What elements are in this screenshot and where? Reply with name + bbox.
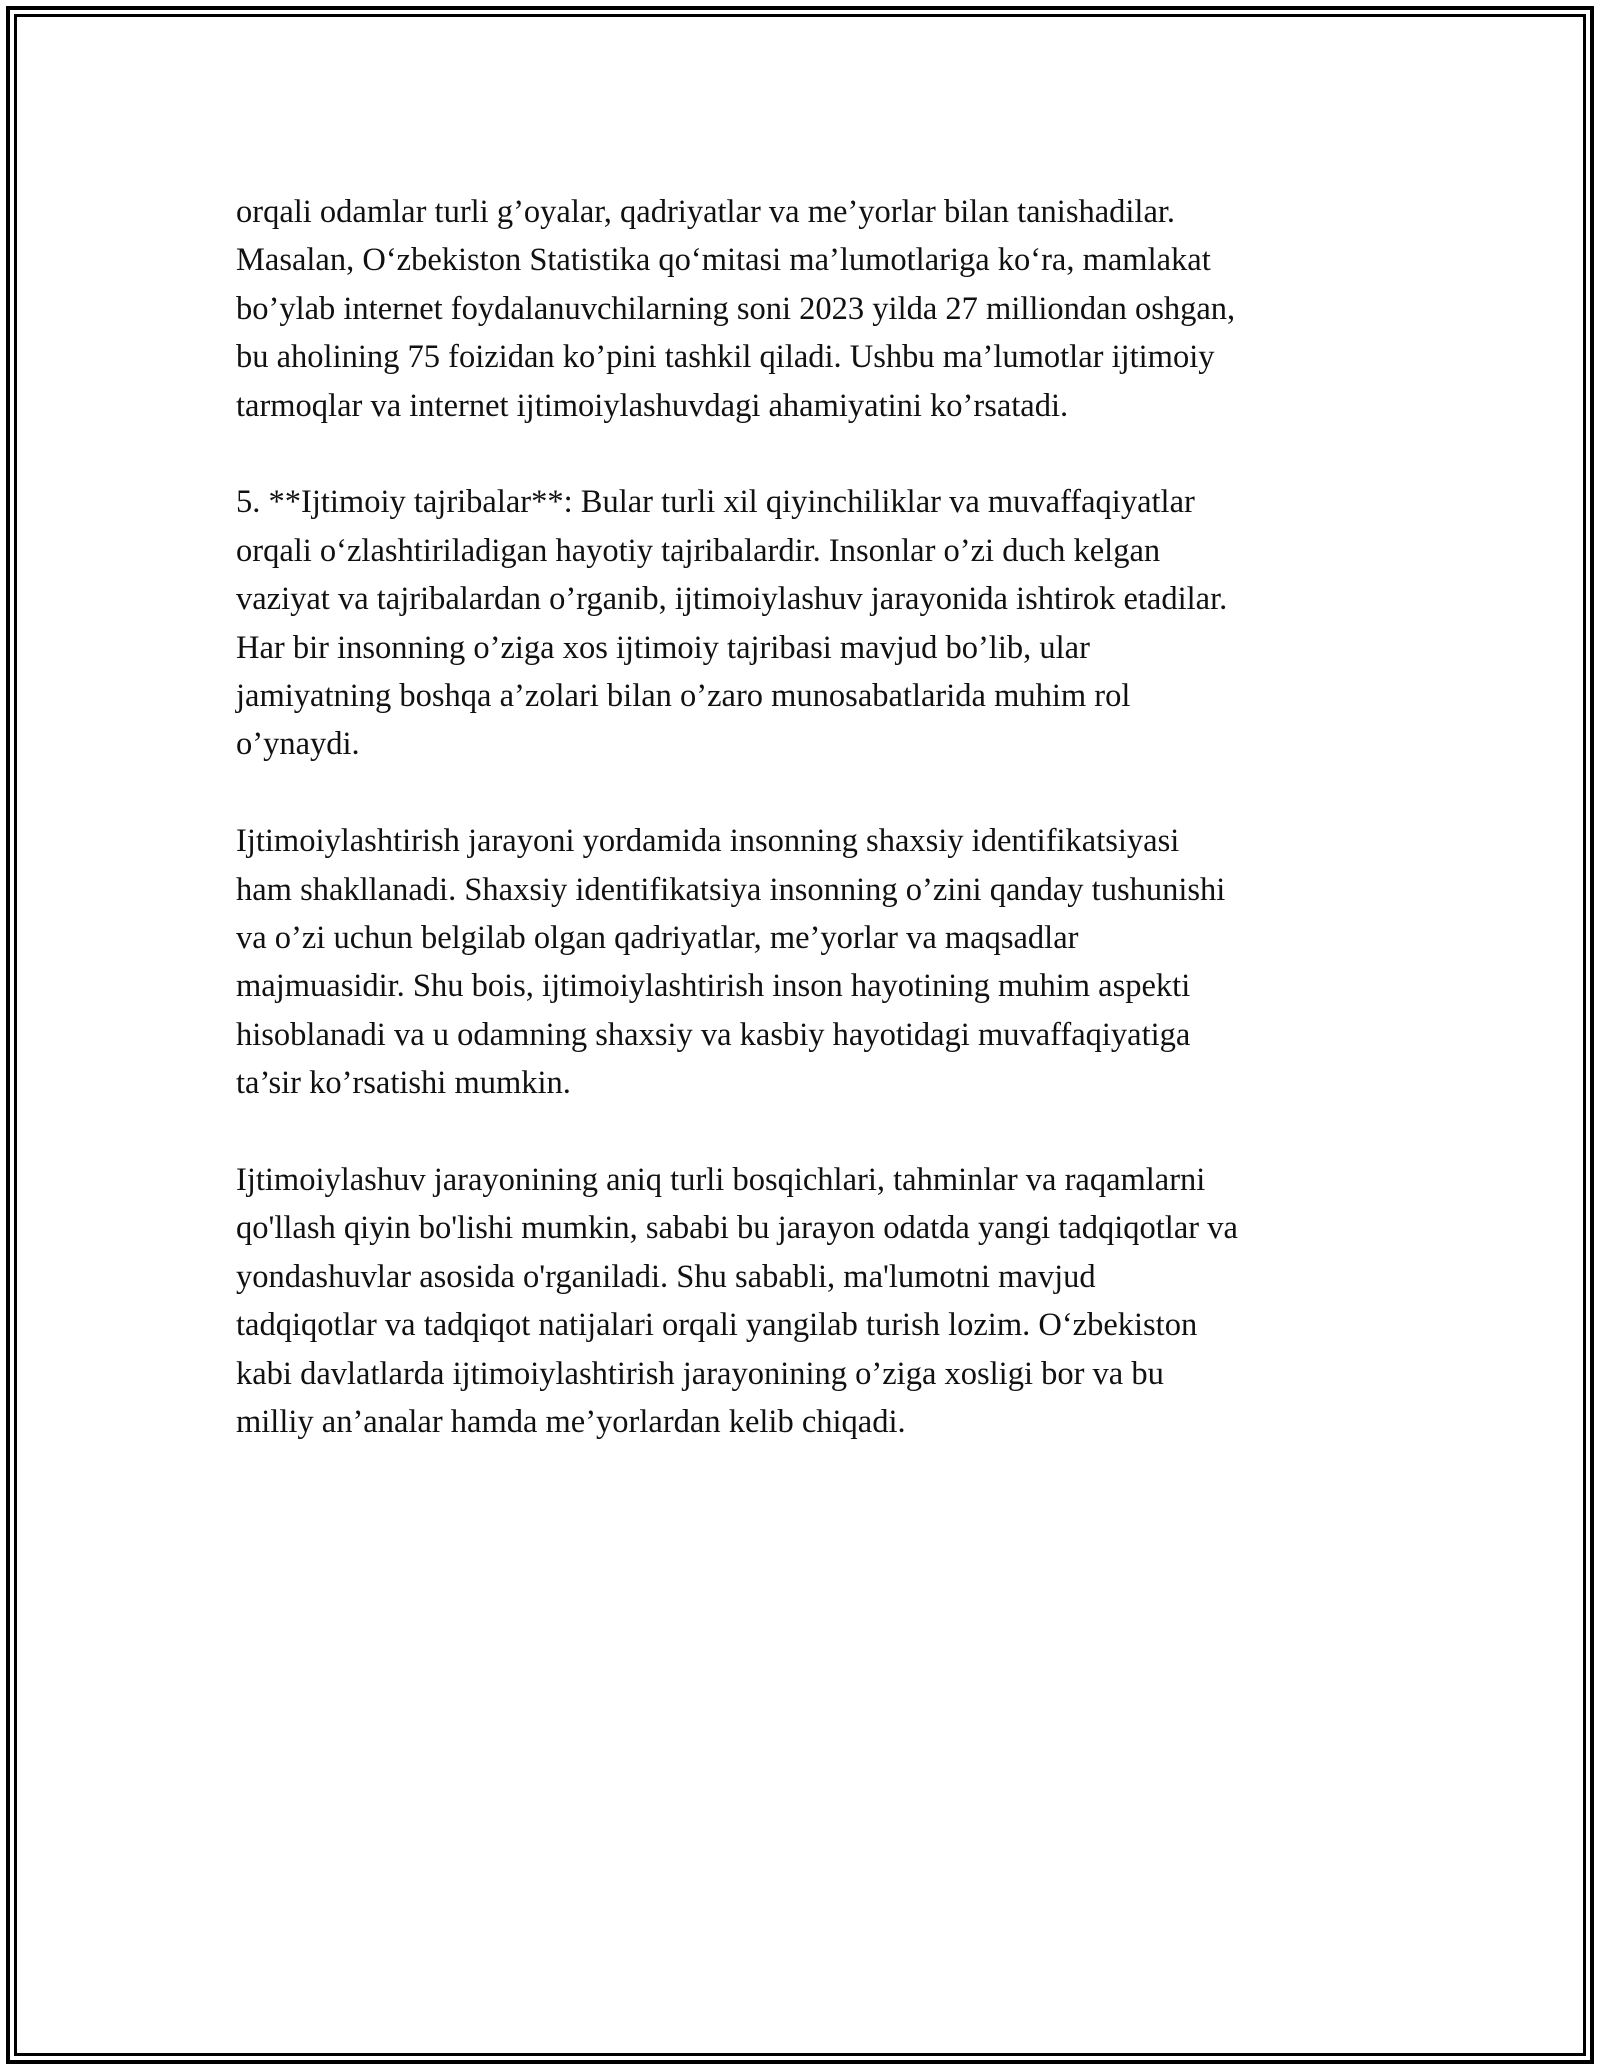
text-line: bo’ylab internet foydalanuvchilarning soni 2023 yilda 27 milliondan oshgan, [236,290,1236,327]
text-line: Ijtimoiylashtirish jarayoni yordamida insonning shaxsiy identifikatsiyasi [236,823,1180,860]
text-line: 5. **Ijtimoiy tajribalar**: Bular turli xil qiyinchiliklar va muvaffaqiyatlar [236,484,1195,521]
text-line: ta’sir ko’rsatishi mumkin. [236,1065,571,1102]
text-line: vaziyat va tajribalardan o’rganib, ijtimoiylashuv jarayonida ishtirok etadilar. [236,581,1228,618]
paragraph-4 [236,1156,1386,1446]
text-line: hisoblanadi va u odamning shaxsiy va kasbiy hayotidagi muvaffaqiyatiga [236,1016,1191,1053]
text-line: milliy an’analar hamda me’yorlardan kelib chiqadi. [236,1404,906,1441]
text-line: yondashuvlar asosida o'rganiladi. Shu sababli, ma'lumotni mavjud [236,1258,1096,1295]
text-line: ham shakllanadi. Shaxsiy identifikatsiya insonning o’zini qanday tushunishi [236,871,1226,908]
text-line: bu aholining 75 foizidan ko’pini tashkil qiladi. Ushbu ma’lumotlar ijtimoiy [236,339,1215,376]
text-line: kabi davlatlarda ijtimoiylashtirish jarayonining o’ziga xosligi bor va bu [236,1355,1164,1392]
text-line: jamiyatning boshqa a’zolari bilan o’zaro munosabatlarida muhim rol [236,678,1131,715]
paragraph-3 [236,817,1386,1107]
paragraph-2 [236,478,1386,768]
text-line: tarmoqlar va internet ijtimoiylashuvdagi ahamiyatini ko’rsatadi. [236,387,1069,424]
document-body [236,188,1386,1495]
text-line: va o’zi uchun belgilab olgan qadriyatlar, me’yorlar va maqsadlar [236,920,1079,957]
text-line: Ijtimoiylashuv jarayonining aniq turli bosqichlari, tahminlar va raqamlarni [236,1162,1206,1199]
text-line: qo'llash qiyin bo'lishi mumkin, sababi bu jarayon odatda yangi tadqiqotlar va [236,1210,1238,1247]
text-line: Masalan, O‘zbekiston Statistika qo‘mitasi ma’lumotlariga ko‘ra, mamlakat [236,242,1211,279]
text-line: orqali o‘zlashtiriladigan hayotiy tajribalardir. Insonlar o’zi duch kelgan [236,532,1161,569]
text-line: majmuasidir. Shu bois, ijtimoiylashtirish inson hayotining muhim aspekti [236,968,1191,1005]
text-line: tadqiqotlar va tadqiqot natijalari orqali yangilab turish lozim. O‘zbekiston [236,1307,1198,1344]
paragraph-1 [236,188,1386,430]
text-line: o’ynaydi. [236,726,360,763]
text-line: orqali odamlar turli g’oyalar, qadriyatlar va me’yorlar bilan tanishadilar. [236,194,1176,230]
text-line: Har bir insonning o’ziga xos ijtimoiy tajribasi mavjud bo’lib, ular [236,629,1090,666]
